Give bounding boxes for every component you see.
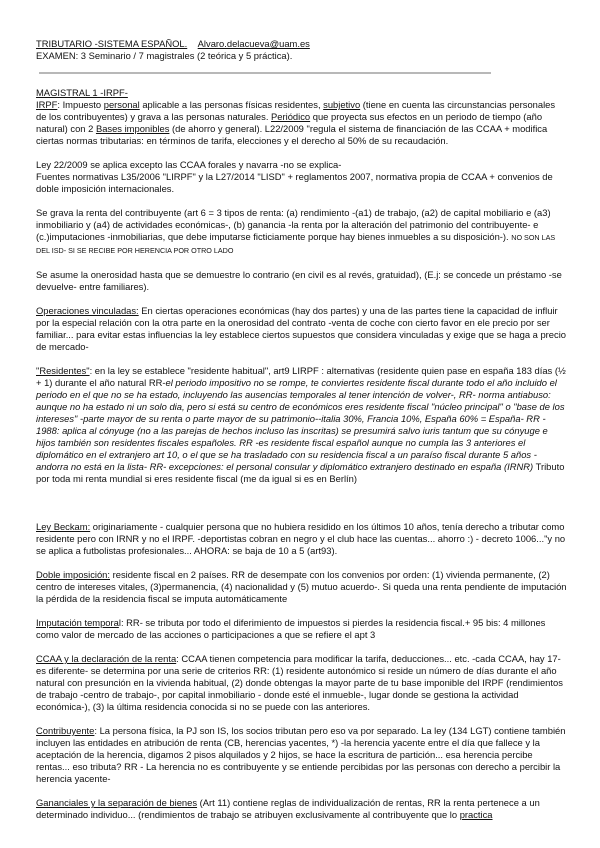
paragraph — [36, 521, 568, 557]
text-run: : La persona física, la PJ son IS, los socios tributan pero eso va por separado. La ley (134 LGT) contiene también incluyen las entidades en atribución de renta (CB, herencias yacentes, *) -la herencia yacente entre el día que fallece y la aceptación de la herencia, digamos 2 pisos alquilados y 2 hijos, se hace la escritura de partición... esa herencia percibe rentas... eso tributa? RR - La herencia no es contribuyente y se entiende percibidas por las personas con derecho a percibir la herencia yacente- — [36, 725, 566, 784]
paragraph — [36, 87, 568, 147]
underlined-text: Ley Beckam: — [36, 521, 91, 532]
italic-text: el periodo impositivo no se rompe, te conviertes residente fiscal durante todo el año incluido el periodo en el que no se ha estado, incluyendo las ausencias temporales al tener intención de volver-, RR- norma antiabuso: aunque no ha estado ni un solo dia, pero si está su centro de económicos eres residente fiscal "núcleo principal" o "base de los intereses" -parte mayor de su renta o parte mayor de su patrimonio--italia 30%, Francia 10%, España 60% = España- RR - 1988: aplica al cónyuge (no a las parejas de hechos incluso las inscritas) se presumirá salvo iuris tantum que su cónyuge e hijos también son residentes fiscales españoles. RR -es residente fiscal español aunque no cumpla las 3 anteriores el diplomático en el extranjero art 10, o el que se ha trasladado con su residencia fiscal a un paraíso fiscal durante 5 años -andorra no está en la lista- RR- excepciones: el personal consular y diplomático extranjero destinado en españa (IRNR) — [36, 377, 565, 472]
text-run: : Impuesto — [57, 99, 104, 110]
underlined-text: practica — [459, 809, 493, 820]
underlined-text: Bases imponibles — [95, 123, 170, 134]
text-run: que proyecta sus efectos en un periodo de tiempo (año natural) con 2 — [36, 111, 543, 134]
underlined-text: Gananciales y la separación de bienes — [36, 797, 198, 808]
text-run: residente fiscal en 2 países. RR de desempate con los convenios por orden: (1) vivienda permanente, (2) centro de intereses vitales, (3)permanencia, (4) nacionalidad y (5) mutuo acuerdo-. Si queda una renta pendiente de imputación la pérdida de la residencia fiscal se imputa automáticamente — [36, 569, 567, 604]
paragraph — [36, 653, 568, 713]
document-header — [36, 38, 568, 62]
document-page — [36, 38, 568, 833]
underlined-text: MAGISTRAL 1 -IRPF- — [36, 87, 128, 98]
underlined-text: "Residentes" — [36, 365, 90, 376]
underlined-text: personal — [103, 99, 140, 110]
paragraph — [36, 725, 568, 785]
text-run: l: RR- se tributa por todo el diferimiento de impuestos si pierdes la residencia fiscal.+ 95 bis: 4 millones como valor de mercado de las acciones o participaciones a que se refiere el apt 3 — [36, 617, 546, 640]
paragraph — [36, 365, 568, 485]
text-run: aplicable a las personas físicas residentes, — [139, 99, 324, 110]
paragraph — [36, 269, 568, 293]
text-run: Se grava la renta del contribuyente (art 6 = 3 tipos de renta: (a) rendimiento -(a1) de trabajo, (a2) de capital mobiliario e (a3) inmobiliario y (a4) de actividades económicas-, (b) ganancia -la renta por la alteración del patrimonio del contribuyente- e (c.)imputaciones -inmobiliarias, que debe imputarse ficticiamente porque hay bienes inmuebles a su disposición-). — [36, 207, 551, 242]
underlined-text: CCAA y la declaración de la renta — [36, 653, 177, 664]
text-run: Tributo por toda mi renta mundial si eres residente fiscal (me da igual si es en Berlín) — [36, 461, 565, 484]
underlined-text: IRPF — [36, 99, 58, 110]
underlined-text: Periódico — [271, 111, 311, 122]
author-email[interactable]: Alvaro.delacueva@uam.es — [197, 38, 310, 49]
underlined-text: Imputación tempora — [36, 617, 119, 628]
document-title: TRIBUTARIO -SISTEMA ESPAÑOL. — [36, 38, 188, 49]
text-run: Fuentes normativas L35/2006 "LIRPF" y la L27/2014 "LISD" + reglamentos 2007, normativa propia de CCAA + convenios de doble imposición internacionales. — [36, 171, 553, 194]
paragraph — [36, 207, 568, 257]
text-run: originariamente - cualquier persona que no hubiera residido en los últimos 10 años, tenía derecho a tributar como residente pero con IRNR y no el IRPF. -deportistas cobran en negro y el club hace las cuentas... ahorro :) - decreto 1006..."y no se aplica a futbolistas profesionales... AHORA: se baja de 10 a 5 (art93). — [36, 521, 566, 556]
text-run: (Art 11) contiene reglas de individualización de rentas, RR la renta pertenece a un determinado individuo... (rendimientos de trabajo se atribuyen exclusivamente al contribuyente que lo — [36, 797, 540, 820]
paragraph — [36, 617, 568, 641]
text-run: : CCAA tienen competencia para modificar la tarifa, deducciones... etc. -cada CCAA, hay 17- es diferente- se determina por una serie de criterios RR: (1) residente autonómico si reside un número de días durante el año natural con presunción en la vivienda habitual, (2) donde obtengas la mayor parte de tu base imponible del IRPF (rendimientos de trabajo -centro de trabajo-, por capital inmobiliario - donde esté el inmueble-, lugar donde se gestiona la actividad económica-), (3) la última residencia conocida si no se puede con las anteriores. — [36, 653, 563, 712]
horizontal-divider — [39, 72, 491, 74]
exam-info: EXAMEN: 3 Seminario / 7 magistrales (2 teórica y 5 práctica). — [36, 50, 293, 61]
paragraph — [36, 159, 568, 195]
underlined-text: Doble imposición: — [36, 569, 110, 580]
paragraph — [36, 797, 568, 821]
paragraph — [36, 569, 568, 605]
underlined-text: Contribuyente — [36, 725, 95, 736]
text-run: En ciertas operaciones económicas (hay dos partes) y una de las partes tiene la capacidad de influir por la especial relación con la otra parte en la onerosidad del contrato -venta de coche con cierto favor en ele precio por ser familiar... para evitar estas influencias la ley establece ciertos supuestos que considera vinculadas y exige que se haga a precio de mercado- — [36, 305, 566, 352]
paragraph — [36, 305, 568, 353]
text-run: : en la ley se establece "residente habitual", art9 LIRPF : alternativas (residente quien pase en españa 183 días (½ + 1) durante el año natural RR- — [36, 365, 566, 388]
underlined-text: Operaciones vinculadas: — [36, 305, 139, 316]
text-run: Ley 22/2009 se aplica excepto las CCAA forales y navarra -no se explica- — [36, 159, 342, 170]
text-run: (tiene en cuenta las circunstancias personales de los contribuyentes) y grava a las personas naturales. — [36, 99, 556, 122]
underlined-text: subjetivo — [323, 99, 361, 110]
text-run: Se asume la onerosidad hasta que se demuestre lo contrario (en civil es al revés, gratuidad), (E.j: se concede un préstamo -se devuelve- entre familiares). — [36, 269, 562, 292]
text-run: (de ahorro y general). L22/2009 "regula el sistema de financiación de las CCAA + modifica ciertas normas tributarias: en términos de tarifa, elecciones y el derecho al 50% de su recaudación. — [36, 123, 548, 146]
document-body — [36, 87, 568, 821]
small-caps-text: NO SON LAS DEL ISD- SI SE RECIBE POR HERENCIA POR OTRO LADO — [36, 233, 556, 255]
